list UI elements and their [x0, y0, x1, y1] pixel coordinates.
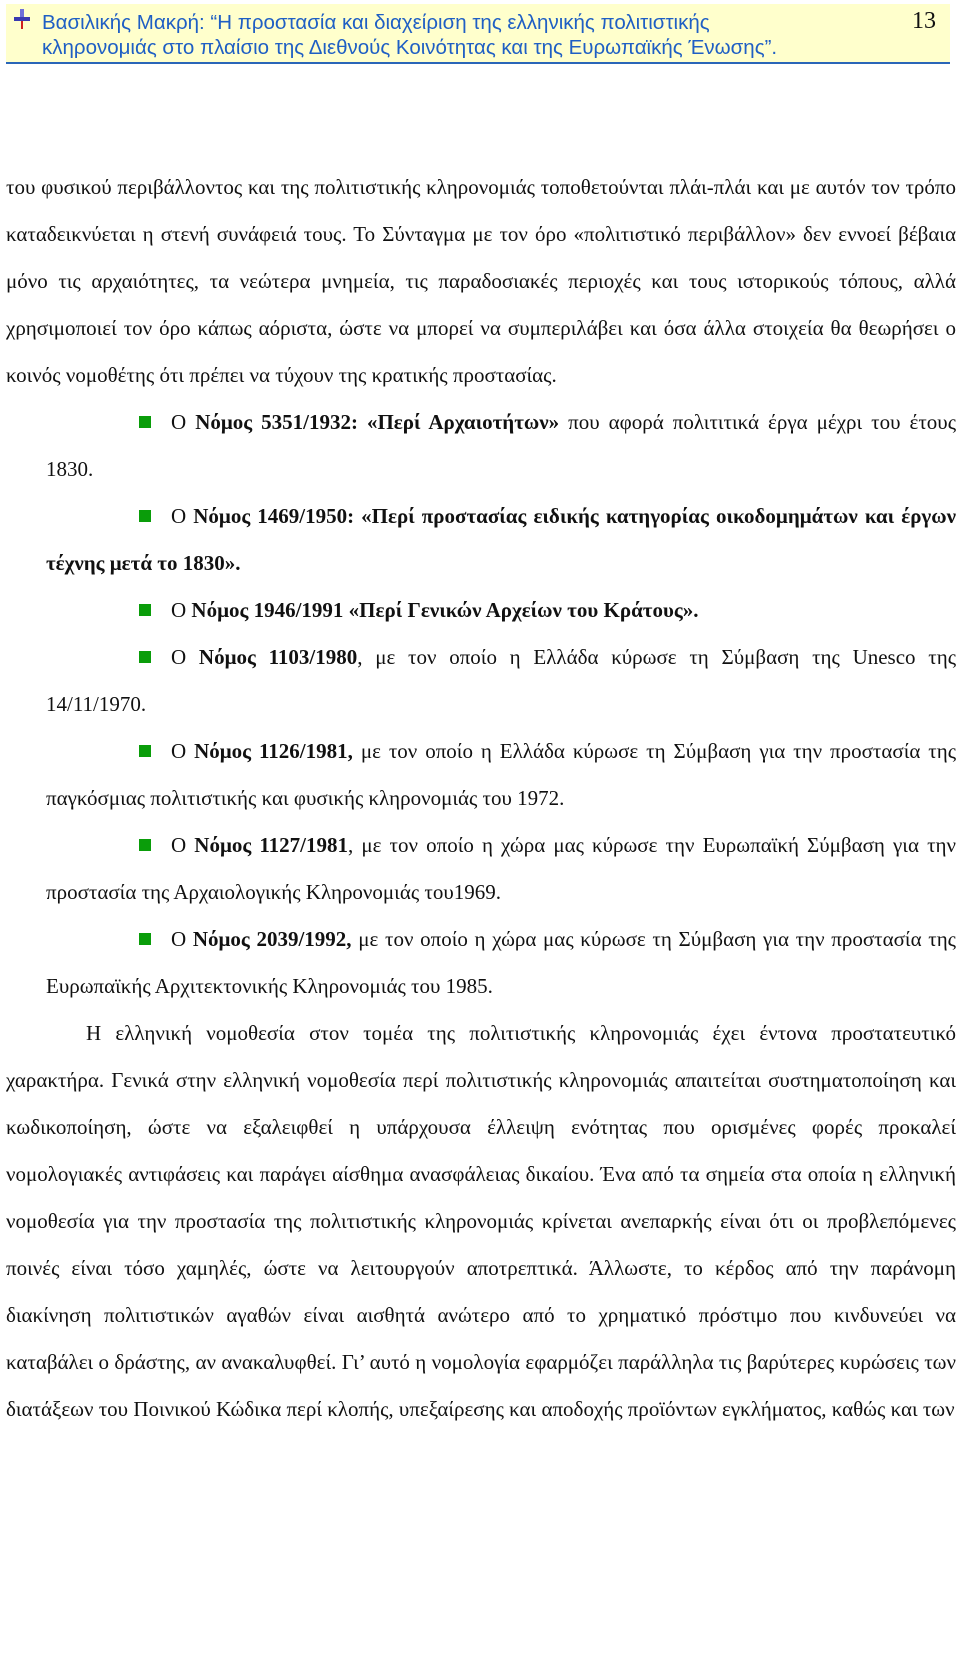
page-number: 13: [912, 8, 936, 34]
header-title-line-1: Βασιλικής Μακρή: “Η προστασία και διαχείριση της ελληνικής πολιτιστικής: [42, 11, 710, 34]
law-description: με τον οποίο η Ελλάδα κύρωσε τη Σύμβαση για την προστασία της παγκόσμιας πολιτιστικής και φυσικής κληρονομιάς του 1972.: [46, 739, 957, 810]
green-square-bullet-icon: [139, 933, 151, 945]
page-body: [6, 164, 956, 1433]
law-item: [6, 822, 956, 916]
law-prefix: Ο: [171, 739, 195, 763]
law-title: Νόμος 1127/1981: [194, 833, 348, 857]
law-title: Νόμος 1126/1981,: [194, 739, 353, 763]
header-title: [42, 10, 862, 60]
law-item: [6, 728, 956, 822]
law-list: [6, 399, 956, 1010]
paragraph-constitution: του φυσικού περιβάλλοντος και της πολιτιστικής κληρονομιάς τοποθετούνται πλάι-πλάι και με αυτόν τον τρόπο καταδεικνύεται η στενή συνάφειά τους. Το Σύνταγμα με τον όρο «πολιτιστικό περιβάλλον» δεν εννοεί βέβαια μόνο τις αρχαιότητες, τα νεώτερα μνημεία, τις παραδοσιακές περιοχές και τους ιστορικούς τόπους, αλλά χρησιμοποιεί τον όρο κάπως αόριστα, ώστε να μπορεί να συμπεριλάβει και όσα άλλα στοιχεία θα θεωρήσει ο κοινός νομοθέτης ότι πρέπει να τύχουν της κρατικής προστασίας.: [6, 175, 956, 387]
law-description: , με τον οποίο η Ελλάδα κύρωσε τη Σύμβαση της Unesco της 14/11/1970.: [46, 645, 957, 716]
law-title: Νόμος 1469/1950: «Περί προστασίας ειδικής κατηγορίας οικοδομημάτων και έργων τέχνης μετά το 1830».: [46, 504, 956, 575]
law-description: με τον οποίο η χώρα μας κύρωσε τη Σύμβαση για την προστασία της Ευρωπαϊκής Αρχιτεκτονικής Κληρονομιάς του 1985.: [46, 927, 957, 998]
green-square-bullet-icon: [139, 510, 151, 522]
law-prefix: Ο: [171, 833, 195, 857]
law-description: , με τον οποίο η χώρα μας κύρωσε την Ευρωπαϊκή Σύμβαση για την προστασία της Αρχαιολογικής Κληρονομιάς του1969.: [46, 833, 956, 904]
law-prefix: Ο: [171, 410, 196, 434]
law-description: που αφορά πολιτιτικά έργα μέχρι του έτους 1830.: [46, 410, 957, 481]
law-title: Νόμος 1103/1980: [198, 645, 358, 669]
green-square-bullet-icon: [139, 839, 151, 851]
law-item: [6, 916, 956, 1010]
green-square-bullet-icon: [139, 416, 151, 428]
green-square-bullet-icon: [139, 651, 151, 663]
header-title-line-2: κληρονομιάς στο πλαίσιο της Διεθνούς Κοινότητας και της Ευρωπαϊκής Ένωσης”.: [42, 36, 778, 59]
law-prefix: Ο: [171, 927, 193, 951]
law-prefix: Ο: [171, 598, 192, 622]
pushpin-icon: [11, 8, 33, 30]
green-square-bullet-icon: [139, 745, 151, 757]
law-prefix: Ο: [171, 504, 194, 528]
running-header: [6, 4, 950, 64]
green-square-bullet-icon: [139, 604, 151, 616]
law-item: [6, 399, 956, 493]
law-title: Νόμος 5351/1932: «Περί Αρχαιοτήτων»: [195, 410, 560, 434]
law-item: [6, 634, 956, 728]
law-title: Νόμος 2039/1992,: [192, 927, 352, 951]
law-title: Νόμος 1946/1991 «Περί Γενικών Αρχείων του Κράτους».: [191, 598, 699, 622]
law-item: [6, 587, 956, 634]
law-prefix: Ο: [171, 645, 199, 669]
law-item: [6, 493, 956, 587]
paragraph-legislation: Η ελληνική νομοθεσία στον τομέα της πολιτιστικής κληρονομιάς έχει έντονα προστατευτικό χαρακτήρα. Γενικά στην ελληνική νομοθεσία περί πολιτιστικής κληρονομιάς απαιτείται συστηματοποίηση και κωδικοποίηση, ώστε να εξαλειφθεί η υπάρχουσα έλλειψη ενότητας που ορισμένες φορές προκαλεί νομολογιακές αντιφάσεις και παράγει αίσθημα ανασφάλειας δικαίου. Ένα από τα σημεία στα οποία η ελληνική νομοθεσία για την προστασία της πολιτιστικής κληρονομιάς κρίνεται ανεπαρκής είναι ότι οι προβλεπόμενες ποινές είναι τόσο χαμηλές, ώστε να λειτουργούν αποτρεπτικά. Άλλωστε, το κέρδος από την παράνομη διακίνηση πολιτιστικών αγαθών είναι αισθητά ανώτερο από το χρηματικό πρόστιμο που κινδυνεύει να καταβάλει ο δράστης, αν ανακαλυφθεί. Γι’ αυτό η νομολογία εφαρμόζει παράλληλα τις βαρύτερες κυρώσεις των διατάξεων του Ποινικού Κώδικα περί κλοπής, υπεξαίρεσης και αποδοχής προϊόντων εγκλήματος, καθώς και των: [6, 1021, 956, 1421]
